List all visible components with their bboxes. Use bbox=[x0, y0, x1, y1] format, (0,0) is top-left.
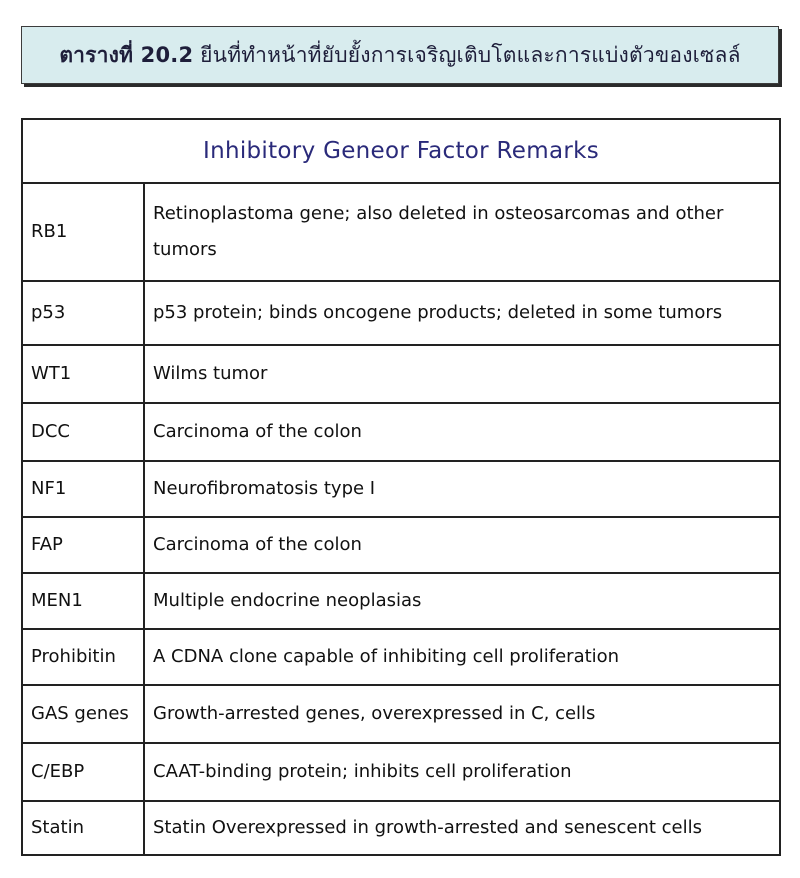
table-caption-text: ยีนที่ทำหน้าที่ยับยั้งการเจริญเติบโตและการแบ่งตัวของเซลล์ bbox=[200, 42, 741, 67]
gene-cell: RB1 bbox=[22, 183, 144, 281]
remark-cell: A CDNA clone capable of inhibiting cell proliferation bbox=[144, 629, 780, 685]
table-row bbox=[22, 629, 780, 685]
remark-cell: Carcinoma of the colon bbox=[144, 403, 780, 461]
gene-cell: Prohibitin bbox=[22, 629, 144, 685]
table-header: Inhibitory Geneor Factor Remarks bbox=[22, 119, 780, 183]
table-row bbox=[22, 461, 780, 517]
gene-cell: NF1 bbox=[22, 461, 144, 517]
gene-cell: p53 bbox=[22, 281, 144, 345]
gene-cell: DCC bbox=[22, 403, 144, 461]
remark-cell: Carcinoma of the colon bbox=[144, 517, 780, 573]
gene-cell: FAP bbox=[22, 517, 144, 573]
table-row bbox=[22, 685, 780, 743]
gene-cell: C/EBP bbox=[22, 743, 144, 801]
remark-cell: p53 protein; binds oncogene products; deleted in some tumors bbox=[144, 281, 780, 345]
table-row bbox=[22, 281, 780, 345]
table-caption-box bbox=[21, 26, 779, 84]
table-header-row bbox=[22, 119, 780, 183]
remark-cell: Wilms tumor bbox=[144, 345, 780, 403]
gene-cell: MEN1 bbox=[22, 573, 144, 629]
table-caption bbox=[59, 39, 740, 72]
table-row bbox=[22, 517, 780, 573]
table-row bbox=[22, 743, 780, 801]
remark-cell: Retinoplastoma gene; also deleted in osteosarcomas and other tumors bbox=[144, 183, 780, 281]
gene-cell: Statin bbox=[22, 801, 144, 855]
remark-cell: Neurofibromatosis type I bbox=[144, 461, 780, 517]
remark-cell: Growth-arrested genes, overexpressed in C, cells bbox=[144, 685, 780, 743]
remark-cell: CAAT-binding protein; inhibits cell proliferation bbox=[144, 743, 780, 801]
table-row bbox=[22, 345, 780, 403]
table-caption-number: ตารางที่ 20.2 bbox=[59, 42, 194, 67]
table-row bbox=[22, 573, 780, 629]
gene-cell: WT1 bbox=[22, 345, 144, 403]
gene-cell: GAS genes bbox=[22, 685, 144, 743]
inhibitory-gene-table bbox=[21, 118, 781, 856]
remark-cell: Multiple endocrine neoplasias bbox=[144, 573, 780, 629]
table-row bbox=[22, 183, 780, 281]
table-row bbox=[22, 801, 780, 855]
remark-cell: Statin Overexpressed in growth-arrested and senescent cells bbox=[144, 801, 780, 855]
table-row bbox=[22, 403, 780, 461]
